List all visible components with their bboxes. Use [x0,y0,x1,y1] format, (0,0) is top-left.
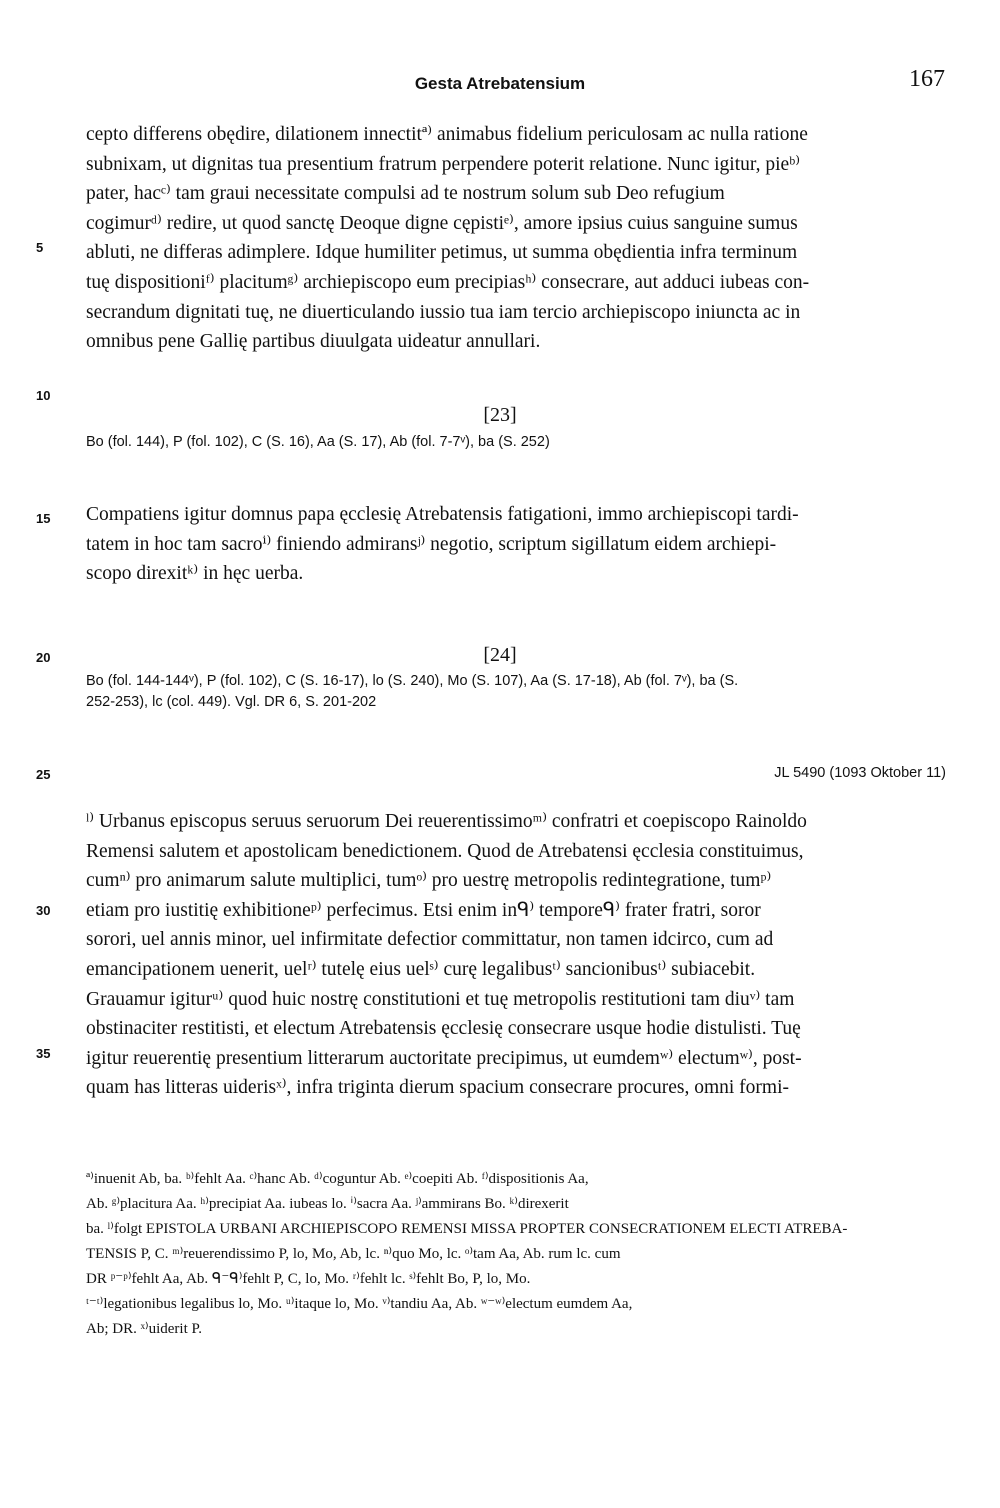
line-number-30: 30 [36,903,51,918]
line-number-10: 10 [36,388,51,403]
text-line: obstinaciter restitisti, et electum Atrebatensis ęcclesię consecrare usque hodie distulisti. Tuę [86,1018,801,1040]
paragraph-continuation [86,120,946,357]
text-line: emancipationem uenerit, uelʳ⁾ tutelę eius uelˢ⁾ curę legalibusᵗ⁾ sancionibusᵗ⁾ subiacebit. [86,958,756,980]
text-line: omnibus pene Gallię partibus diuulgata uideatur annullari. [86,331,541,353]
page-number: 167 [909,66,945,92]
text-line: subnixam, ut dignitas tua presentium fratrum perpendere poterit relatione. Nunc igitur, pieᵇ⁾ [86,153,801,175]
footnotes-apparatus [86,1167,946,1342]
line-number-35: 35 [36,1046,51,1061]
line-number-25: 25 [36,767,51,782]
line-number-15: 15 [36,511,51,526]
manuscript-sources-24 [86,671,946,713]
text-line: scopo direxitᵏ⁾ in hęc uerba. [86,563,304,585]
text-line: cepto differens obędire, dilationem innectitª⁾ animabus fidelium periculosam ac nulla ratione [86,124,808,145]
footnote-line: TENSIS P, C. ᵐ⁾reuerendissimo P, lo, Mo, Ab, lc. ⁿ⁾quo Mo, lc. ᵒ⁾tam Aa, Ab. rum lc. cum [86,1246,621,1262]
text-line: pater, hacᶜ⁾ tam graui necessitate compulsi ad te nostrum solum sub Deo refugium [86,183,725,205]
footnote-line: ba. ˡ⁾folgt EPISTOLA URBANI ARCHIEPISCOPO REMENSI MISSA PROPTER CONSECRATIONEM ELECTI ATREBA- [86,1221,848,1237]
text-line: Compatiens igitur domnus papa ęcclesię Atrebatensis fatigationi, immo archiepiscopi tardi- [86,504,799,525]
line-number-5: 5 [36,240,44,255]
footnote-line: ᵗ⁻ᵗ⁾legationibus legalibus lo, Mo. ᵘ⁾itaque lo, Mo. ᵛ⁾tandiu Aa, Ab. ʷ⁻ʷ⁾electum eumdem Aa, [86,1296,633,1312]
text-line: ˡ⁾ Urbanus episcopus seruus seruorum Dei reuerentissimoᵐ⁾ confratri et coepiscopo Rainoldo [86,811,807,832]
running-header-title: Gesta Atrebatensium [414,74,586,93]
text-line: Grauamur igiturᵘ⁾ quod huic nostrę constitutioni et tuę metropolis restitutioni tam diuᵛ⁾ tam [86,988,795,1010]
source-line: 252-253), lc (col. 449). Vgl. DR 6, S. 201-202 [86,694,377,710]
source-line: Bo (fol. 144-144ᵛ), P (fol. 102), C (S. 16-17), lo (S. 240), Mo (S. 107), Aa (S. 17-18), Ab (fol. 7ᵛ), ba (S. [86,673,739,689]
section-number-24: [24] [483,644,517,666]
regest-date: JL 5490 (1093 Oktober 11) [774,765,946,781]
footnote-line: ª⁾inuenit Ab, ba. ᵇ⁾fehlt Aa. ᶜ⁾hanc Ab. ᵈ⁾coguntur Ab. ᵉ⁾coepiti Ab. ᶠ⁾dispositionis Aa, [86,1171,589,1187]
footnote-line: Ab. ᵍ⁾placitura Aa. ʰ⁾precipiat Aa. iubeas lo. ⁱ⁾sacra Aa. ʲ⁾ammirans Bo. ᵏ⁾direxerit [86,1196,569,1212]
section-number-23: [23] [483,404,517,426]
paragraph-compatiens [86,500,946,589]
text-line: cumⁿ⁾ pro animarum salute multiplici, tumᵒ⁾ pro uestrę metropolis redintegratione, tumᵖ⁾ [86,870,772,892]
letter-text [86,807,946,1103]
text-line: Remensi salutem et apostolicam benedictionem. Quod de Atrebatensi ęcclesia constituimus, [86,840,804,862]
text-line: igitur reuerentię presentium litterarum auctoritate precipimus, ut eumdemʷ⁾ electumʷ⁾, post- [86,1047,802,1069]
footnote-line: Ab; DR. ˣ⁾uiderit P. [86,1321,202,1337]
text-line: quam has litteras uiderisˣ⁾, infra triginta dierum spacium consecrare procures, omni formi- [86,1077,789,1099]
text-line: abluti, ne differas adimplere. Idque humiliter petimus, ut summa obędientia infra terminum [86,242,798,264]
text-line: sorori, uel annis minor, uel infirmitate defectior committatur, non tamen idcirco, cum ad [86,929,774,951]
footnote-line: DR ᵖ⁻ᵖ⁾fehlt Aa, Ab. ᑫ⁻ᑫ⁾fehlt P, C, lo, Mo. ʳ⁾fehlt lc. ˢ⁾fehlt Bo, P, lo, Mo. [86,1271,531,1287]
text-line: cogimurᵈ⁾ redire, ut quod sanctę Deoque digne cępistiᵉ⁾, amore ipsius cuius sanguine sumus [86,212,798,234]
text-line: etiam pro iustitię exhibitioneᵖ⁾ perfecimus. Etsi enim inᑫ⁾ temporeᑫ⁾ frater fratri, soror [86,899,761,921]
line-number-20: 20 [36,650,51,665]
manuscript-sources-23: Bo (fol. 144), P (fol. 102), C (S. 16), Aa (S. 17), Ab (fol. 7-7ᵛ), ba (S. 252) [86,434,550,450]
text-line: tatem in hoc tam sacroⁱ⁾ finiendo admiransʲ⁾ negotio, scriptum sigillatum eidem archiepi- [86,533,777,555]
text-line: tuę dispositioniᶠ⁾ placitumᵍ⁾ archiepiscopo eum precipiasʰ⁾ consecrare, aut adduci iubeas con- [86,271,810,293]
text-line: secrandum dignitati tuę, ne diuerticulando iussio tua iam tercio archiepiscopo iniuncta ac in [86,301,801,323]
